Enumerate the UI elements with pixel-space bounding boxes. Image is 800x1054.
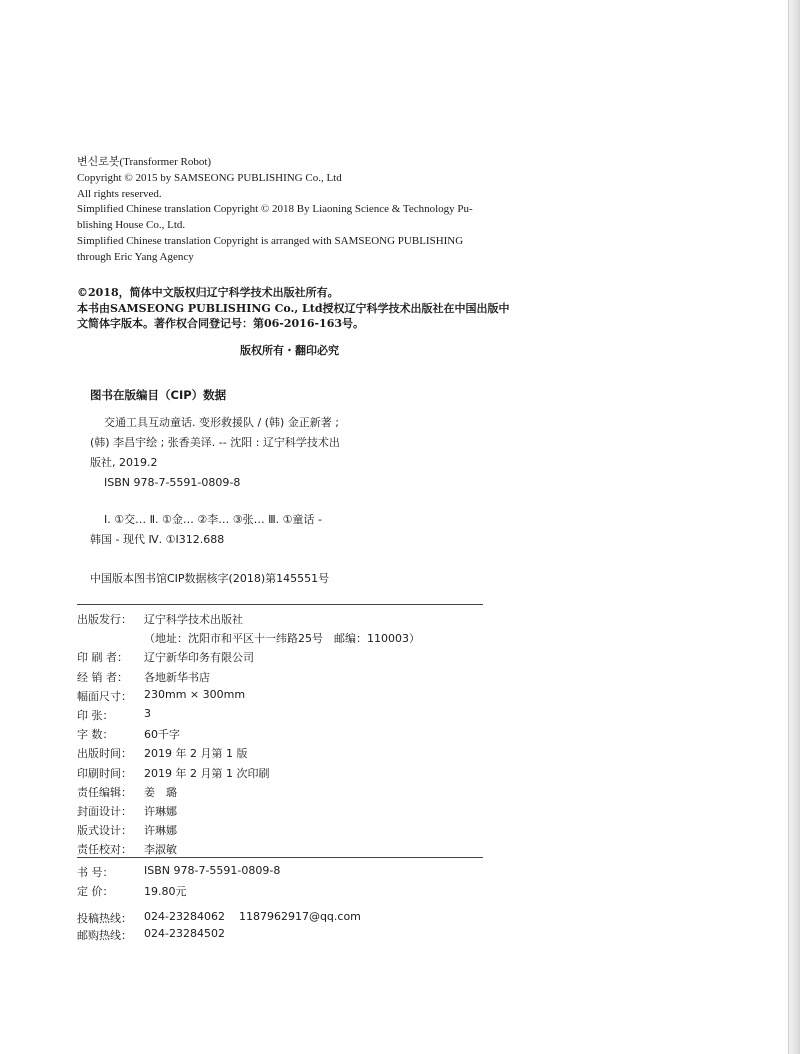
field-value: 2019 年 2 月第 1 次印刷: [144, 766, 270, 780]
detail-row: [77, 784, 420, 803]
field-label: 书 号：: [77, 866, 114, 879]
rights-line: ©2018，简体中文版权归辽宁科学技术出版社所有。: [77, 286, 339, 299]
hotlines: [77, 910, 361, 944]
cip-line: Ⅰ. ①交… Ⅱ. ①金… ②李… ③张… Ⅲ. ①童话 -: [104, 513, 322, 526]
detail-row: [77, 707, 420, 726]
book-number-row: [77, 864, 280, 883]
field-label: 责任编辑：: [77, 785, 132, 799]
detail-row: [77, 649, 420, 668]
publication-details: [77, 611, 420, 860]
field-label: 印 张：: [77, 708, 114, 722]
rights-notice: [77, 287, 510, 334]
divider: [77, 857, 483, 858]
cip-line: 交通工具互动童话. 变形救援队 / (韩) 金正新著 ;: [104, 416, 339, 429]
copyright-line: All rights reserved.: [77, 187, 162, 200]
field-label: 经 销 者：: [77, 670, 128, 684]
field-label: 封面设计：: [77, 804, 132, 818]
cip-classification: [90, 514, 322, 554]
field-value: 李淑敏: [144, 843, 177, 857]
field-label: 版式设计：: [77, 824, 132, 838]
copyright-line: blishing House Co., Ltd.: [77, 219, 186, 232]
price-row: [77, 883, 280, 902]
copyright-line: through Eric Yang Agency: [77, 250, 194, 263]
detail-row: [77, 803, 420, 822]
field-value: 许琳娜: [144, 824, 177, 838]
publisher-row: [77, 611, 420, 630]
field-label: 字 数：: [77, 728, 114, 742]
field-value: 230mm × 300mm: [144, 687, 246, 701]
page-edge: [788, 0, 800, 1054]
field-label: 责任校对：: [77, 843, 132, 857]
rights-reserved: 版权所有・翻印必究: [240, 344, 339, 357]
rights-line: 文简体字版本。著作权合同登记号：第06-2016-163号。: [77, 317, 365, 330]
cip-line: (韩) 李昌宇绘 ; 张香美译. -- 沈阳 : 辽宁科学技术出: [90, 436, 340, 449]
rights-line: 本书由SAMSEONG PUBLISHING Co., Ltd授权辽宁科学技术出版社在中国出版中: [77, 301, 510, 315]
detail-row: [77, 765, 420, 784]
publisher-address: （地址：沈阳市和平区十一纬路25号 邮编：110003）: [144, 632, 420, 646]
field-label: 印 刷 者：: [77, 651, 128, 665]
divider: [77, 604, 483, 605]
field-value: 姜 璐: [144, 785, 177, 799]
cip-isbn: ISBN 978-7-5591-0809-8: [104, 476, 241, 489]
field-value: 3: [144, 706, 151, 720]
detail-row: [77, 726, 420, 745]
field-label: 印刷时间：: [77, 766, 132, 780]
cip-record: [90, 417, 340, 497]
field-label: 出版时间：: [77, 747, 132, 761]
book-number: ISBN 978-7-5591-0809-8: [144, 864, 281, 877]
cip-line: 版社, 2019.2: [90, 456, 158, 469]
detail-row: [77, 688, 420, 707]
cip-check-number: 中国版本图书馆CIP数据核字(2018)第145551号: [90, 572, 330, 585]
field-label: 出版发行：: [77, 613, 132, 626]
copyright-line: Simplified Chinese translation Copyright © 2018 By Liaoning Science & Technology Pu-: [77, 203, 473, 216]
detail-row: [77, 745, 420, 764]
field-label: 定 价：: [77, 885, 114, 898]
field-label: 邮购热线：: [77, 929, 132, 942]
field-value: 各地新华书店: [144, 670, 210, 684]
isbn-price-block: [77, 864, 280, 902]
detail-row: [77, 669, 420, 688]
cip-line: 韩国 - 现代 Ⅳ. ①I312.688: [90, 533, 225, 546]
copyright-line: 변신로봇(Transformer Robot): [77, 156, 212, 168]
copyright-block: [77, 157, 473, 268]
publisher-name: 辽宁科学技术出版社: [144, 613, 243, 626]
cip-title: 图书在版编目（CIP）数据: [90, 388, 227, 402]
field-value: 许琳娜: [144, 804, 177, 818]
field-value: 辽宁新华印务有限公司: [144, 651, 254, 665]
mail-order-hotline-row: [77, 927, 361, 944]
price: 19.80元: [144, 885, 187, 898]
field-label: 幅面尺寸：: [77, 689, 132, 703]
field-value: 60千字: [144, 728, 180, 742]
copyright-line: Simplified Chinese translation Copyright is arranged with SAMSEONG PUBLISHING: [77, 234, 464, 247]
detail-row: [77, 822, 420, 841]
submission-email: 1187962917@qq.com: [238, 910, 361, 923]
submission-hotline-row: [77, 910, 361, 927]
mail-order-phone: 024-23284502: [144, 927, 225, 940]
submission-phone: 024-23284062: [144, 910, 225, 923]
field-value: 2019 年 2 月第 1 版: [144, 747, 248, 761]
field-label: 投稿热线：: [77, 912, 132, 925]
copyright-line: Copyright © 2015 by SAMSEONG PUBLISHING Co., Ltd: [77, 171, 342, 184]
